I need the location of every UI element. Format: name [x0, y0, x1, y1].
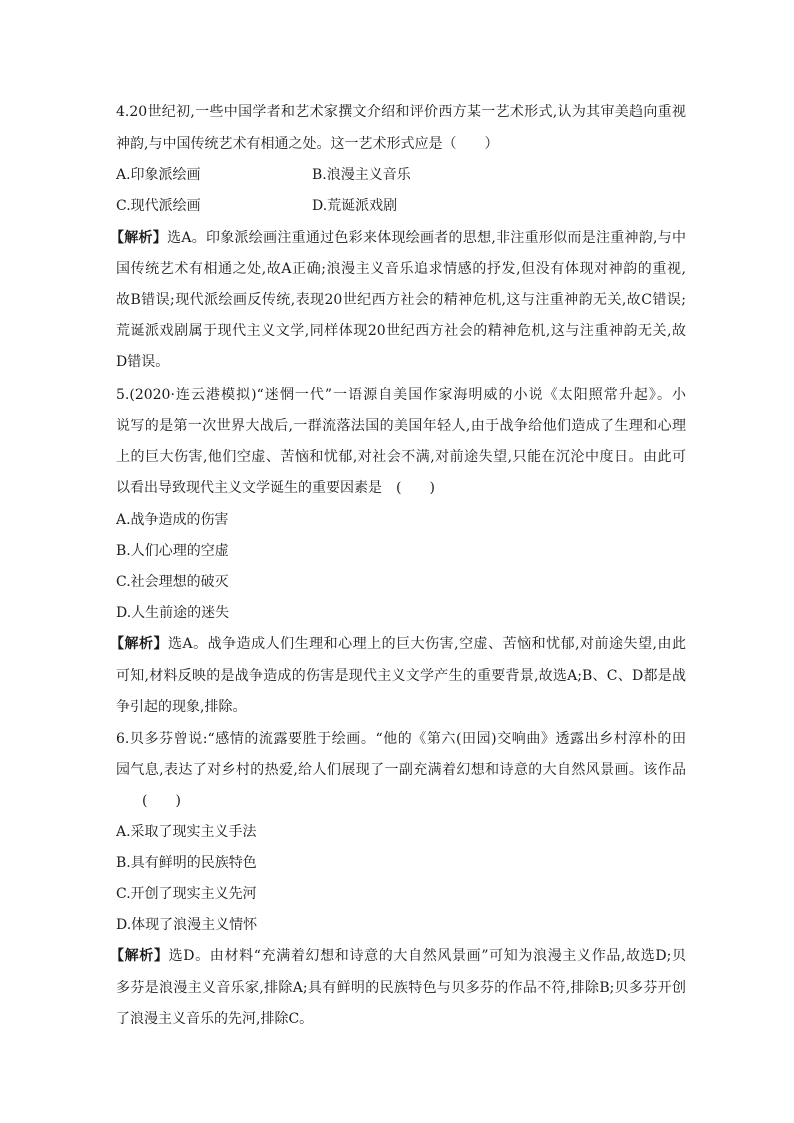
q5-option-a: A.战争造成的伤害 [116, 512, 229, 528]
q5-stem-line-1: 5.(2020·连云港模拟)“迷惘一代”一语源自美国作家海明威的小说《太阳照常升起》。小 [116, 387, 686, 403]
q5-option-d: D.人生前途的迷失 [116, 605, 230, 621]
q5-analysis-tag: 【解析】 [110, 636, 169, 652]
q4-option-row-1 [116, 165, 686, 185]
q4-stem-line-2: 神韵,与中国传统艺术有相通之处。这一艺术形式应是（ ） [116, 136, 499, 152]
q5-option-b: B.人们心理的空虚 [116, 543, 229, 559]
q5-analysis-line-1: 【解析】选A。战争造成人们生理和心理上的巨大伤害,空虚、苦恼和忧郁,对前途失望,由此 [110, 636, 687, 652]
q4-analysis-line-5: D错误。 [116, 354, 170, 370]
q6-analysis-line-1: 【解析】选D。由材料“充满着幻想和诗意的大自然风景画”可知为浪漫主义作品,故选D;贝 [110, 948, 686, 964]
q5-analysis-line-3: 争引起的现象,排除。 [116, 699, 247, 715]
q6-analysis-line-2: 多芬是浪漫主义音乐家,排除A;具有鲜明的民族特色与贝多芬的作品不符,排除B;贝多芬开创 [116, 980, 686, 996]
q4-analysis-line-2: 国传统艺术有相通之处,故A正确;浪漫主义音乐追求情感的抒发,但没有体现对神韵的重视, [116, 261, 686, 277]
q5-stem-line-4: 以看出导致现代主义文学诞生的重要因素是 ( ) [116, 480, 435, 496]
q6-stem-line-2: 园气息,表达了对乡村的热爱,给人们展现了一副充满着幻想和诗意的大自然风景画。该作品 [116, 762, 686, 778]
q5-analysis-line-2: 可知,材料反映的是战争造成的伤害是现代主义文学产生的重要背景,故选A;B、C、D都是战 [116, 668, 686, 684]
q4-stem-line-1: 4.20世纪初,一些中国学者和艺术家撰文介绍和评价西方某一艺术形式,认为其审美趋向重视 [116, 104, 686, 120]
q4-option-a: A.印象派绘画 [116, 167, 201, 183]
q5-stem-line-3: 上的巨大伤害,他们空虚、苦恼和忧郁,对社会不满,对前途失望,只能在沉沦中度日。由此可 [116, 449, 686, 465]
q4-analysis-line-3: 故B错误;现代派绘画反传统,表现20世纪西方社会的精神危机,这与注重神韵无关,故C错误; [116, 292, 686, 308]
q4-option-b: B.浪漫主义音乐 [312, 167, 411, 183]
q6-option-a: A.采取了现实主义手法 [116, 824, 257, 840]
q4-analysis-tag: 【解析】 [110, 230, 168, 246]
q6-option-c: C.开创了现实主义先河 [116, 886, 257, 902]
q4-analysis-line-1: 【解析】选A。印象派绘画注重通过色彩来体现绘画者的思想,非注重形似而是注重神韵,与中 [110, 230, 686, 246]
q6-analysis-line-3: 了浪漫主义音乐的先河,排除C。 [116, 1011, 314, 1027]
q4-option-c: C.现代派绘画 [116, 198, 201, 214]
q4-analysis-line-4: 荒诞派戏剧属于现代主义文学,同样体现20世纪西方社会的精神危机,这与注重神韵无关,故 [116, 323, 686, 339]
q6-analysis-tag: 【解析】 [110, 948, 169, 964]
q6-option-d: D.体现了浪漫主义情怀 [116, 917, 258, 933]
q5-option-c: C.社会理想的破灭 [116, 574, 229, 590]
q6-stem-line-1: 6.贝多芬曾说:“感情的流露要胜于绘画。“他的《第六(田园)交响曲》透露出乡村淳朴的田 [116, 731, 686, 747]
q6-stem-line-3: ( ) [142, 793, 181, 809]
q4-option-row-2 [116, 196, 686, 216]
q6-option-b: B.具有鲜明的民族特色 [116, 855, 257, 871]
q4-option-d: D.荒诞派戏剧 [312, 198, 398, 214]
q5-stem-line-2: 说写的是第一次世界大战后,一群流落法国的美国年轻人,由于战争给他们造成了生理和心理 [116, 418, 686, 434]
